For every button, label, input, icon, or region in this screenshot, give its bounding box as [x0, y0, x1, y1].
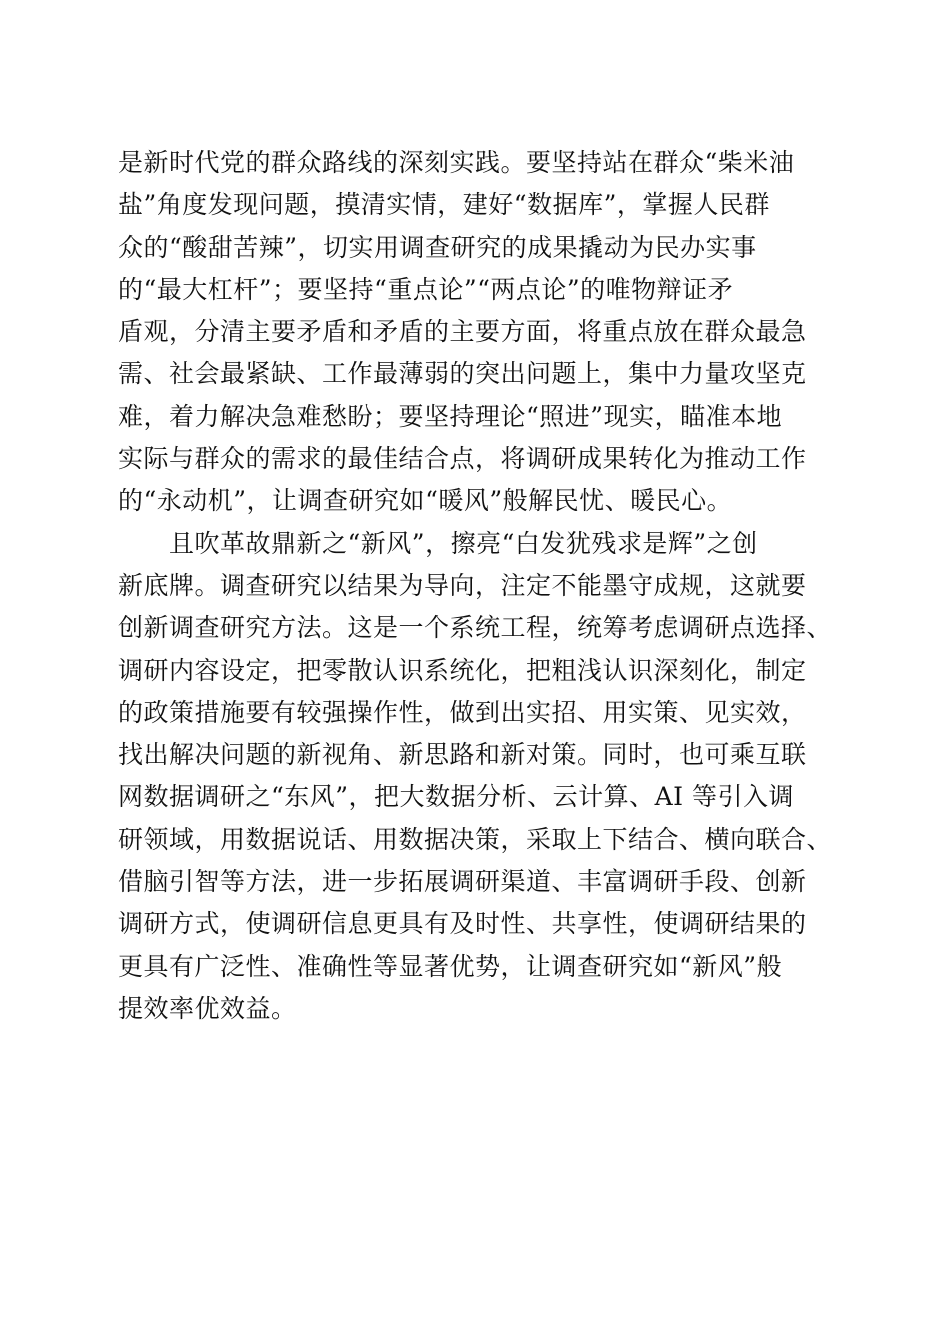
text-line: 更具有广泛性、准确性等显著优势，让调查研究如“新风”般	[118, 951, 783, 981]
paragraph	[118, 523, 838, 1031]
text-line: 调研内容设定，把零散认识系统化，把粗浅认识深刻化，制定	[118, 655, 807, 685]
text-line: 需、社会最紧缺、工作最薄弱的突出问题上，集中力量攻坚克	[118, 359, 807, 389]
body-text	[118, 142, 838, 1030]
text-line: 盾观，分清主要矛盾和矛盾的主要方面，将重点放在群众最急	[118, 317, 807, 347]
text-line: 众的“酸甜苦辣”，切实用调查研究的成果撬动为民办实事	[118, 232, 757, 262]
text-line: 的政策措施要有较强操作性，做到出实招、用实策、见实效，	[118, 697, 807, 727]
text-line: 的“永动机”，让调查研究如“暖风”般解民忧、暖民心。	[118, 486, 733, 516]
text-line: 盐”角度发现问题，摸清实情，建好“数据库”，掌握人民群	[118, 190, 770, 220]
text-line: 网数据调研之“东风”，把大数据分析、云计算、AI 等引入调	[118, 782, 794, 812]
text-line: 实际与群众的需求的最佳结合点，将调研成果转化为推动工作	[118, 444, 807, 474]
text-line: 研领域，用数据说话、用数据决策，采取上下结合、横向联合、	[118, 824, 833, 854]
text-line: 找出解决问题的新视角、新思路和新对策。同时，也可乘互联	[118, 740, 807, 770]
text-line: 是新时代党的群众路线的深刻实践。要坚持站在群众“柴米油	[118, 148, 795, 177]
text-line: 新底牌。调查研究以结果为导向，注定不能墨守成规，这就要	[118, 570, 807, 600]
text-line: 创新调查研究方法。这是一个系统工程，统筹考虑调研点选择、	[118, 613, 833, 643]
text-line: 且吹革故鼎新之“新风”，擦亮“白发犹残求是辉”之创	[118, 528, 758, 558]
paragraph	[118, 142, 838, 523]
text-line: 的“最大杠杆”；要坚持“重点论”“两点论”的唯物辩证矛	[118, 274, 734, 304]
text-line: 提效率优效益。	[118, 993, 297, 1023]
text-line: 难，着力解决急难愁盼；要坚持理论“照进”现实，瞄准本地	[118, 401, 783, 431]
text-line: 借脑引智等方法，进一步拓展调研渠道、丰富调研手段、创新	[118, 867, 807, 897]
text-line: 调研方式，使调研信息更具有及时性、共享性，使调研结果的	[118, 909, 807, 939]
